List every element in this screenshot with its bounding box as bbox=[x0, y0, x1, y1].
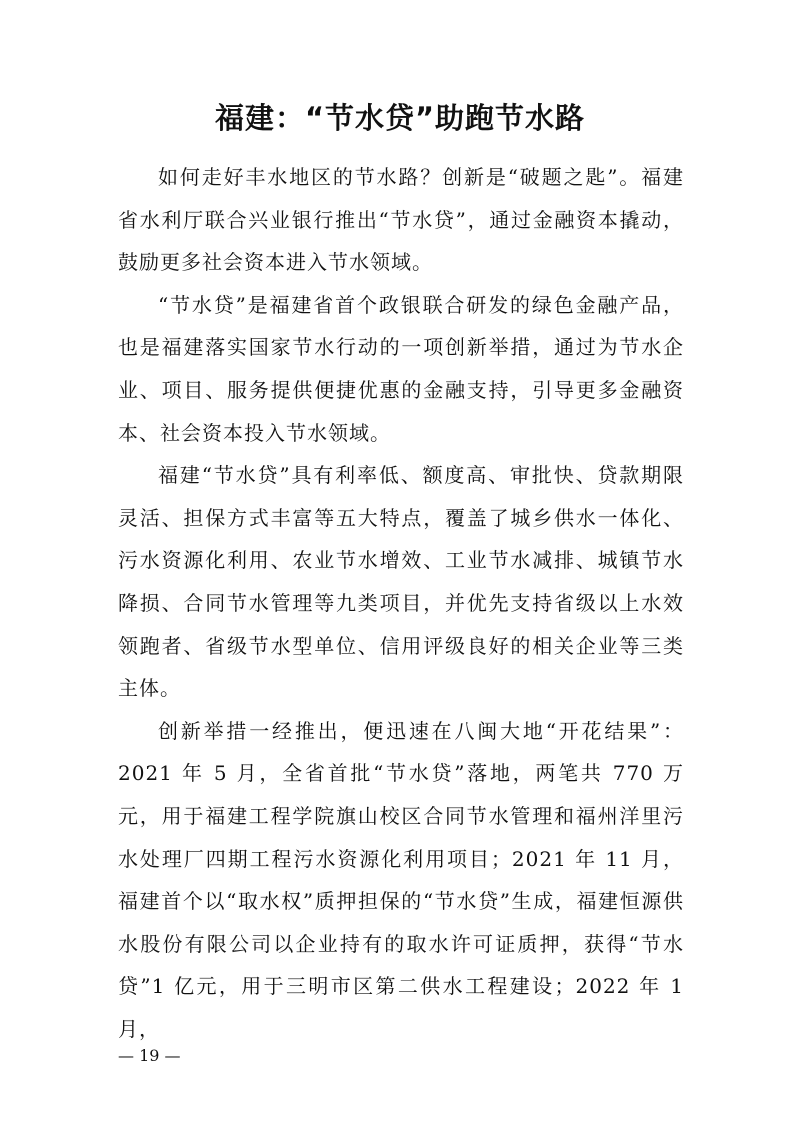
page-number: — 19 — bbox=[118, 1046, 181, 1065]
paragraph: 创新举措一经推出，便迅速在八闽大地“开花结果”：2021 年 5 月，全省首批“节水贷”落地，两笔共 770 万元，用于福建工程学院旗山校区合同节水管理和福州洋里污水处理厂四期工程污水资源化利用项目；2021 年 11 月，福建首个以“取水权”质押担保的“节水贷”生成，福建恒源供水股份有限公司以企业持有的取水许可证质押，获得“节水贷”1 亿元，用于三明市区第二供水工程建设；2022 年 1 月， bbox=[118, 718, 684, 1041]
paragraph: 如何走好丰水地区的节水路？创新是“破题之匙”。福建省水利厅联合兴业银行推出“节水贷”，通过金融资本撬动，鼓励更多社会资本进入节水领域。 bbox=[118, 165, 684, 275]
page-title: 福建：“节水贷”助跑节水路 bbox=[214, 101, 586, 135]
paragraph: 福建“节水贷”具有利率低、额度高、审批快、贷款期限灵活、担保方式丰富等五大特点，覆盖了城乡供水一体化、污水资源化利用、农业节水增效、工业节水减排、城镇节水降损、合同节水管理等九类项目，并优先支持省级以上水效领跑者、省级节水型单位、信用评级良好的相关企业等三类主体。 bbox=[118, 463, 684, 701]
article-body bbox=[118, 156, 684, 1050]
paragraph: “节水贷”是福建省首个政银联合研发的绿色金融产品，也是福建落实国家节水行动的一项创新举措，通过为节水企业、项目、服务提供便捷优惠的金融支持，引导更多金融资本、社会资本投入节水领域。 bbox=[118, 292, 684, 445]
